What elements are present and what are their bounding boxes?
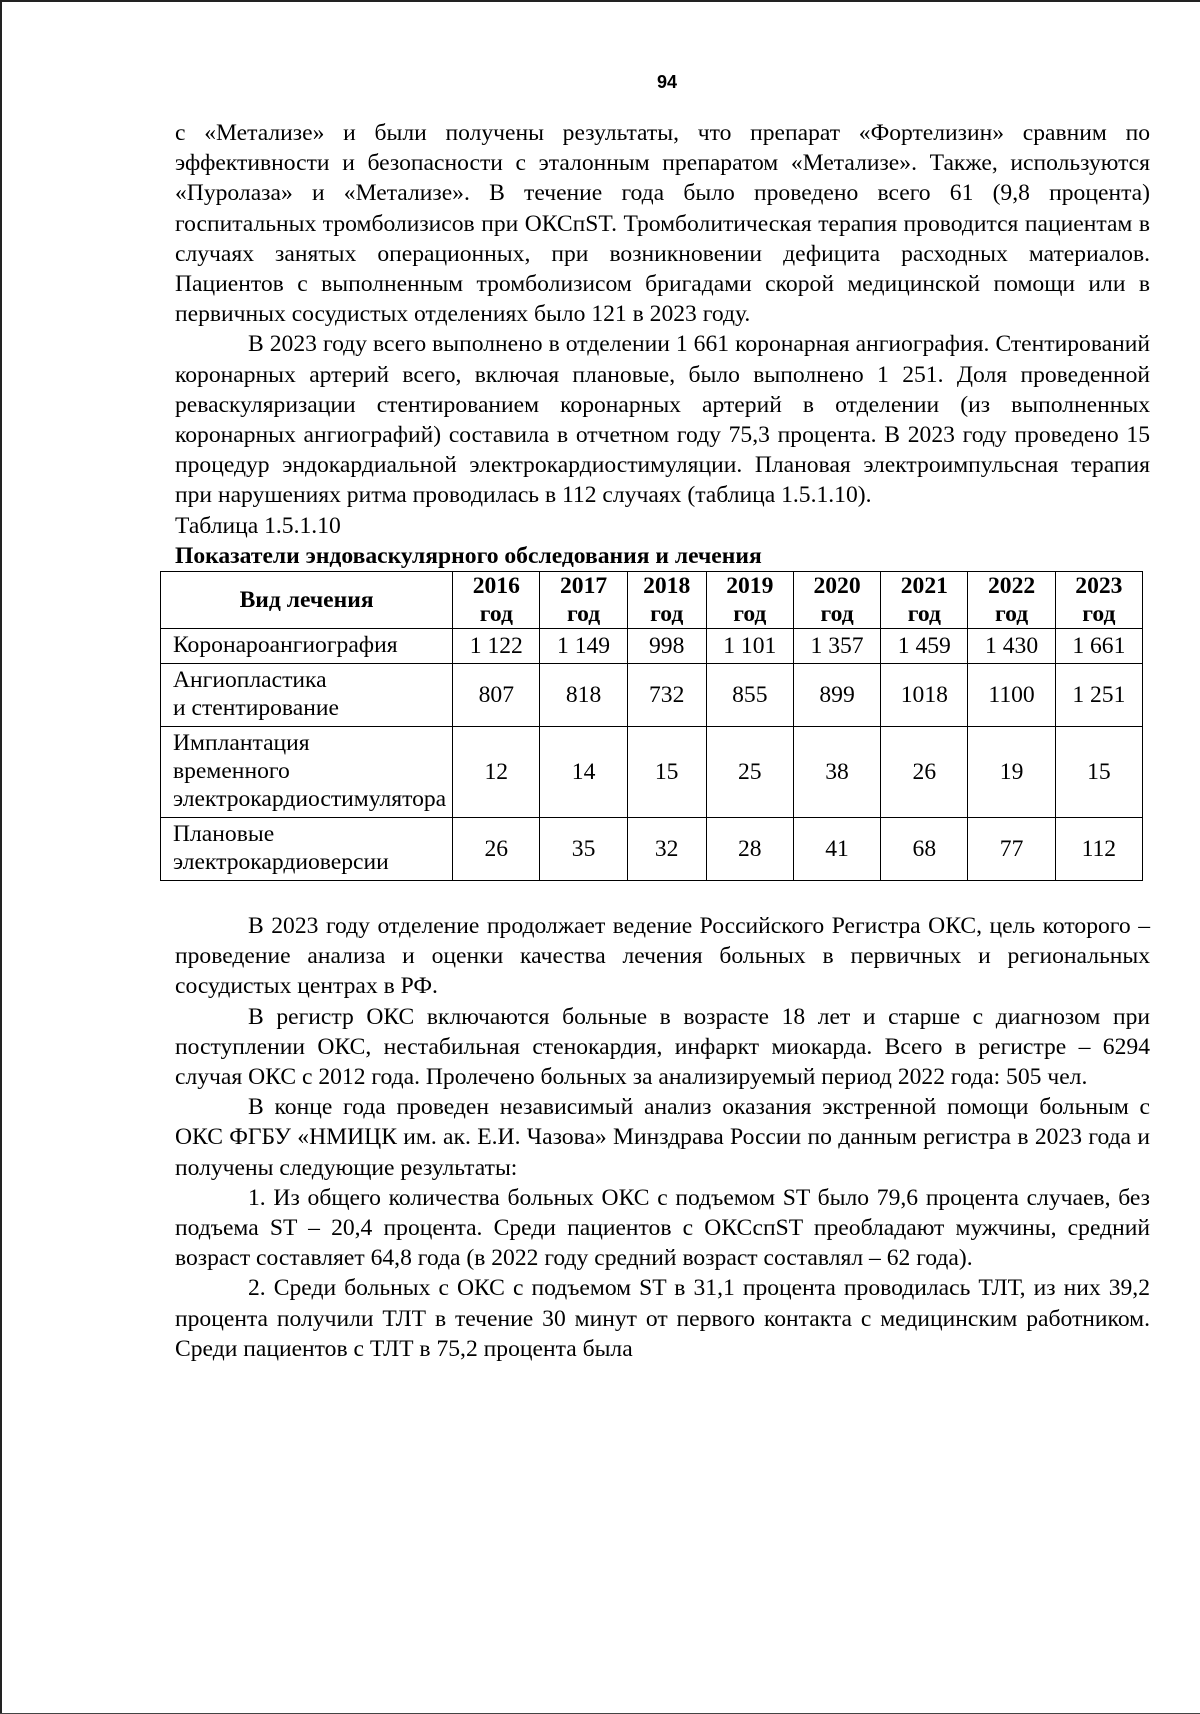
table-cell: 68: [881, 818, 968, 881]
year-suffix: год: [479, 601, 513, 628]
year-number: 2018: [643, 573, 691, 600]
header-year: [540, 572, 627, 629]
header-year: [968, 572, 1055, 629]
paragraph: 2. Среди больных с ОКС с подъемом ST в 31,1 процента проводилась ТЛТ, из них 39,2 процента получили ТЛТ в течение 30 минут от первого контакта с медицинским работником. Среди пациентов с ТЛТ в 75,2 процента была: [175, 1275, 1150, 1362]
page-content: [175, 118, 1150, 1364]
table-cell: 26: [453, 818, 540, 881]
table-cell: 41: [793, 818, 880, 881]
year-suffix: год: [907, 601, 941, 628]
scan-edge-top: [0, 0, 1200, 2]
table-cell: 1100: [968, 664, 1055, 727]
treatment-name-line: Плановые: [173, 821, 275, 848]
treatment-name-line: Имплантация: [173, 730, 310, 757]
table-row: [161, 818, 1143, 881]
table-cell: 1 251: [1055, 664, 1142, 727]
table-cell: 998: [627, 629, 706, 664]
header-year: [706, 572, 793, 629]
header-year: [1055, 572, 1142, 629]
table-header-row: [161, 572, 1143, 629]
table-row: [161, 664, 1143, 727]
header-year: [881, 572, 968, 629]
year-number: 2017: [559, 573, 608, 600]
treatment-table: [160, 571, 1143, 881]
treatment-name-line: электрокардиоверсии: [173, 849, 389, 876]
table-cell: 14: [540, 727, 627, 818]
table-cell: 1018: [881, 664, 968, 727]
table-cell: 1 122: [453, 629, 540, 664]
year-number: 2016: [472, 573, 520, 600]
table-cell: 15: [1055, 727, 1142, 818]
table-cell: 35: [540, 818, 627, 881]
table-row: [161, 727, 1143, 818]
year-suffix: год: [1082, 601, 1116, 628]
table-cell: 25: [706, 727, 793, 818]
year-number: 2020: [813, 573, 861, 600]
table-cell: 38: [793, 727, 880, 818]
paragraph: В конце года проведен независимый анализ оказания экстренной помощи больным с ОКС ФГБУ «НМИЦК им. ак. Е.И. Чазова» Минздрава России по данным регистра в 2023 года и получены следующие результаты:: [175, 1094, 1150, 1181]
table-cell: 12: [453, 727, 540, 818]
treatment-name: [161, 727, 453, 818]
table-cell: 77: [968, 818, 1055, 881]
table-cell: 1 357: [793, 629, 880, 664]
year-suffix: год: [566, 601, 601, 628]
header-treatment-type: Вид лечения: [161, 572, 453, 629]
table-cell: 32: [627, 818, 706, 881]
year-number: 2023: [1075, 573, 1123, 600]
header-year: [453, 572, 540, 629]
table-cell: 15: [627, 727, 706, 818]
year-suffix: год: [820, 601, 854, 628]
year-number: 2021: [900, 573, 948, 600]
year-suffix: год: [994, 601, 1029, 628]
table-cell: 1 149: [540, 629, 627, 664]
table-cell: 112: [1055, 818, 1142, 881]
table-cell: 899: [793, 664, 880, 727]
table-title: Показатели эндоваскулярного обследования и лечения: [175, 542, 762, 569]
treatment-name-line: Ангиопластика: [173, 667, 327, 694]
table-cell: 818: [540, 664, 627, 727]
year-suffix: год: [650, 601, 684, 628]
header-year: [627, 572, 706, 629]
year-number: 2022: [987, 573, 1036, 600]
treatment-name-line: временного: [173, 758, 290, 785]
page-number: 94: [656, 72, 678, 92]
table-cell: 26: [881, 727, 968, 818]
table-row: [161, 629, 1143, 664]
paragraph: В 2023 году всего выполнено в отделении 1 661 коронарная ангиография. Стентирований коронарных артерий всего, включая плановые, было выполнено 1 251. Доля проведенной реваскуляризации стентированием коронарных артерий в отделении (из выполненных коронарных ангиографий) составила в отчетном году 75,3 процента. В 2023 году проведено 15 процедур эндокардиальной электрокардиостимуляции. Плановая электроимпульсная терапия при нарушениях ритма проводилась в 112 случаях (таблица 1.5.1.10).: [175, 331, 1150, 509]
table-cell: 855: [706, 664, 793, 727]
table-cell: 1 101: [706, 629, 793, 664]
year-number: 2019: [726, 573, 774, 600]
table-cell: 1 459: [881, 629, 968, 664]
treatment-name-line: Коронароангиография: [173, 632, 398, 659]
table-label: Таблица 1.5.1.10: [175, 512, 341, 539]
treatment-name: [161, 664, 453, 727]
paragraph: В регистр ОКС включаются больные в возрасте 18 лет и старше с диагнозом при поступлении ОКС, нестабильная стенокардия, инфаркт миокарда. Всего в регистре – 6294 случая ОКС с 2012 года. Пролечено больных за анализируемый период 2022 года: 505 чел.: [175, 1003, 1150, 1091]
treatment-name: [161, 629, 453, 664]
paragraph: В 2023 году отделение продолжает ведение Российского Регистра ОКС, цель которого – проведение анализа и оценки качества лечения больных в первичных и региональных сосудистых центрах в РФ.: [175, 913, 1150, 1000]
table-cell: 1 661: [1055, 629, 1142, 664]
scan-edge-left: [0, 0, 2, 1714]
table-cell: 19: [968, 727, 1055, 818]
paragraph: 1. Из общего количества больных ОКС с подъемом ST было 79,6 процента случаев, без подъема ST – 20,4 процента. Среди пациентов с ОКСспST преобладают мужчины, средний возраст составляет 64,8 года (в 2022 году средний возраст составлял – 62 года).: [175, 1184, 1150, 1272]
table-cell: 807: [453, 664, 540, 727]
header-year: [793, 572, 880, 629]
table-cell: 732: [627, 664, 706, 727]
table-cell: 28: [706, 818, 793, 881]
paragraph: с «Метализе» и были получены результаты, что препарат «Фортелизин» сравним по эффективности и безопасности с эталонным препаратом «Метализе». Также, используются «Пуролаза» и «Метализе». В течение года было проведено всего 61 (9,8 процента) госпитальных тромболизисов при ОКСпST. Тромболитическая терапия проводится пациентам в случаях занятых операционных, при возникновении дефицита расходных материалов. Пациентов с выполненным тромболизисом бригадами скорой медицинской помощи или в первичных сосудистых отделениях было 121 в 2023 году.: [175, 120, 1150, 328]
table-cell: 1 430: [968, 629, 1055, 664]
year-suffix: год: [733, 601, 767, 628]
treatment-name-line: электрокардиостимулятора: [173, 786, 447, 813]
treatment-name: [161, 818, 453, 881]
treatment-name-line: и стентирование: [173, 695, 339, 722]
